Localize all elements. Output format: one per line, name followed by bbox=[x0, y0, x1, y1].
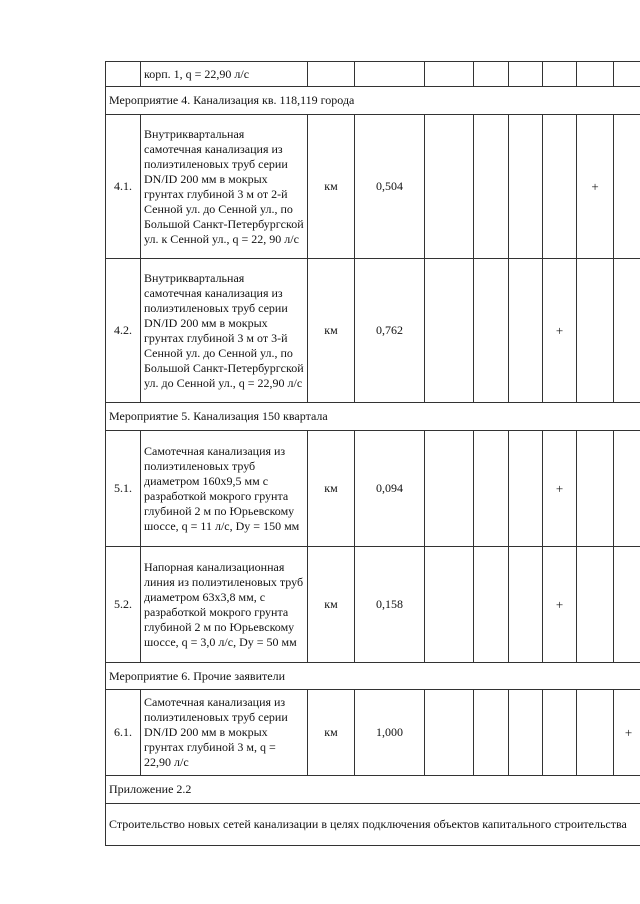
row-description: Внутриквартальная самотечная канализация из полиэтиленовых труб серии DN/ID 200 мм в мокрых грунтах глубиной 3 м от 3-й Сенной ул. до Сенной ул., по Большой Санкт-Петербургской ул. до Сенной ул., q = 22,90 л/с bbox=[141, 259, 308, 403]
period-cell bbox=[614, 259, 640, 403]
period-cell bbox=[425, 115, 474, 259]
table-row-6-1 bbox=[106, 690, 640, 776]
row-value: 0,504 bbox=[355, 115, 425, 259]
period-cell bbox=[425, 62, 474, 87]
row-unit: км bbox=[308, 690, 355, 776]
row-description: Самотечная канализация из полиэтиленовых труб диаметром 160х9,5 мм с разработкой мокрого грунта глубиной 2 м по Юрьевскому шоссе, q = 11 л/с, Dy = 150 мм bbox=[141, 431, 308, 547]
period-cell bbox=[509, 115, 543, 259]
period-cell bbox=[509, 690, 543, 776]
section-title: Мероприятие 6. Прочие заявители bbox=[106, 663, 640, 690]
period-cell bbox=[543, 690, 577, 776]
period-cell bbox=[577, 547, 614, 663]
row-value: 0,762 bbox=[355, 259, 425, 403]
table-row-5-2 bbox=[106, 547, 640, 663]
row-number: 4.1. bbox=[106, 115, 141, 259]
plus-mark: + bbox=[577, 115, 614, 259]
period-cell bbox=[509, 547, 543, 663]
period-cell bbox=[577, 690, 614, 776]
section-row-4 bbox=[106, 87, 640, 115]
period-cell bbox=[474, 690, 509, 776]
row-value: 0,094 bbox=[355, 431, 425, 547]
period-cell bbox=[614, 62, 640, 87]
plus-mark: + bbox=[614, 690, 640, 776]
section-title: Мероприятие 4. Канализация кв. 118,119 города bbox=[106, 87, 640, 115]
table-row-4-2 bbox=[106, 259, 640, 403]
row-description: Самотечная канализация из полиэтиленовых труб серии DN/ID 200 мм в мокрых грунтах глубиной 3 м, q = 22,90 л/с bbox=[141, 690, 308, 776]
period-cell bbox=[614, 115, 640, 259]
period-cell bbox=[614, 547, 640, 663]
section-row-6 bbox=[106, 663, 640, 690]
plus-mark: + bbox=[543, 547, 577, 663]
period-cell bbox=[425, 431, 474, 547]
appendix-title: Приложение 2.2 bbox=[106, 776, 640, 804]
period-cell bbox=[577, 62, 614, 87]
row-number: 5.1. bbox=[106, 431, 141, 547]
row-number: 4.2. bbox=[106, 259, 141, 403]
plus-mark: + bbox=[543, 431, 577, 547]
plus-mark: + bbox=[543, 259, 577, 403]
period-cell bbox=[474, 62, 509, 87]
table-row-continuation bbox=[106, 62, 640, 87]
period-cell bbox=[614, 431, 640, 547]
row-number: 6.1. bbox=[106, 690, 141, 776]
row-description: корп. 1, q = 22,90 л/с bbox=[141, 62, 308, 87]
table-row-4-1 bbox=[106, 115, 640, 259]
row-unit: км bbox=[308, 431, 355, 547]
section-row-5 bbox=[106, 403, 640, 431]
row-value: 1,000 bbox=[355, 690, 425, 776]
row-description: Внутриквартальная самотечная канализация из полиэтиленовых труб серии DN/ID 200 мм в мокрых грунтах глубиной 3 м от 2-й Сенной ул. до Сенной ул., по Большой Санкт-Петербургской ул. к Сенной ул., q = 22, 90 л/с bbox=[141, 115, 308, 259]
period-cell bbox=[509, 62, 543, 87]
table-row-5-1 bbox=[106, 431, 640, 547]
period-cell bbox=[474, 259, 509, 403]
sewer-works-table bbox=[105, 61, 640, 846]
period-cell bbox=[474, 115, 509, 259]
row-number-cell bbox=[106, 62, 141, 87]
period-cell bbox=[425, 259, 474, 403]
row-unit: км bbox=[308, 547, 355, 663]
period-cell bbox=[474, 547, 509, 663]
row-number: 5.2. bbox=[106, 547, 141, 663]
appendix-row bbox=[106, 776, 640, 804]
row-description: Напорная канализационная линия из полиэтиленовых труб диаметром 63х3,8 мм, с разработкой мокрого грунта глубиной 2 м по Юрьевскому шоссе, q = 3,0 л/с, Dy = 50 мм bbox=[141, 547, 308, 663]
period-cell bbox=[425, 547, 474, 663]
row-value: 0,158 bbox=[355, 547, 425, 663]
caption-row bbox=[106, 804, 640, 846]
period-cell bbox=[577, 431, 614, 547]
period-cell bbox=[425, 690, 474, 776]
unit-cell bbox=[308, 62, 355, 87]
period-cell bbox=[543, 115, 577, 259]
period-cell bbox=[474, 431, 509, 547]
value-cell bbox=[355, 62, 425, 87]
period-cell bbox=[509, 431, 543, 547]
row-unit: км bbox=[308, 259, 355, 403]
section-title: Мероприятие 5. Канализация 150 квартала bbox=[106, 403, 640, 431]
table-caption: Строительство новых сетей канализации в целях подключения объектов капитального строительства bbox=[106, 804, 640, 846]
row-unit: км bbox=[308, 115, 355, 259]
period-cell bbox=[543, 62, 577, 87]
period-cell bbox=[577, 259, 614, 403]
period-cell bbox=[509, 259, 543, 403]
